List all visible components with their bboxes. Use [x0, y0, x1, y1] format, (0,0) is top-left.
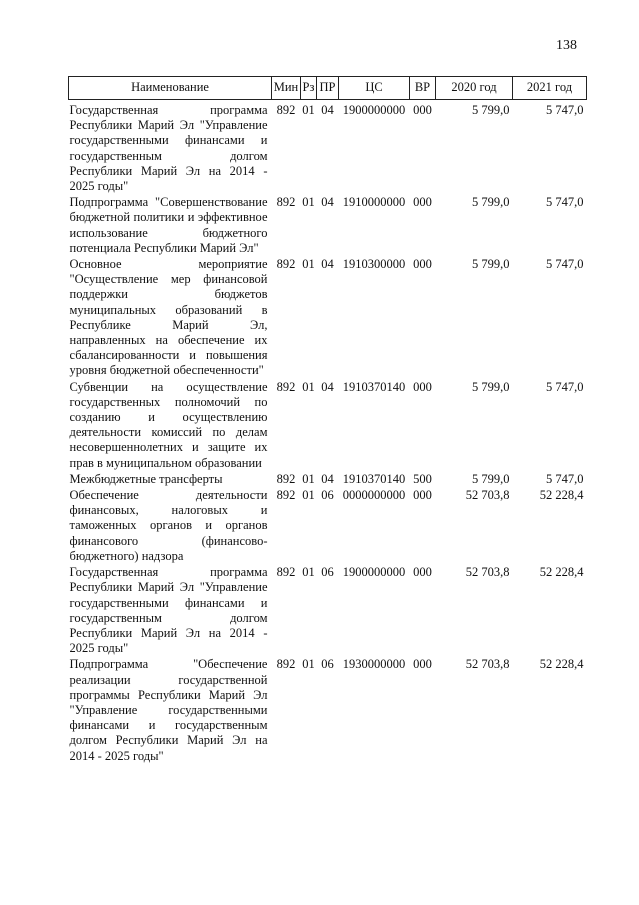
cell-y2021: 52 228,4 — [539, 488, 584, 503]
cell-name: Государственная программа Республики Марий Эл "Управление государственными финансами и государственным долгом Республики Марий Эл на 2014 - 2025 годы" — [69, 103, 268, 194]
cell-rz: 01 — [302, 657, 315, 672]
cell-min: 892 — [276, 195, 296, 210]
cell-pr: 06 — [321, 488, 334, 503]
cell-vr: 000 — [413, 657, 432, 672]
cell-pr: 04 — [321, 195, 334, 210]
header-rz: Рз — [301, 77, 317, 100]
cell-vr: 000 — [413, 379, 432, 394]
header-2021: 2021 год — [513, 77, 587, 100]
cell-name: Межбюджетные трансферты — [69, 471, 223, 486]
cell-min: 892 — [276, 565, 296, 580]
cell-y2021: 5 747,0 — [546, 195, 584, 210]
cell-rz: 01 — [302, 565, 315, 580]
table-row — [69, 257, 587, 380]
cell-rz: 01 — [302, 103, 315, 117]
table-row — [69, 657, 587, 764]
table-row — [69, 380, 587, 472]
cell-cs: 1900000000 — [342, 565, 406, 580]
table-row — [69, 565, 587, 657]
table-row — [69, 488, 587, 565]
cell-min: 892 — [276, 657, 296, 672]
cell-pr: 04 — [321, 257, 334, 272]
cell-name: Основное мероприятие "Осуществление мер финансовой поддержки бюджетов муниципальных образований в Республике Марий Эл, направленных на обеспечение их сбалансированности и повышения уровня бюджетной обеспеченности" — [69, 257, 268, 378]
cell-y2021: 5 747,0 — [546, 379, 584, 394]
cell-y2021: 52 228,4 — [539, 657, 584, 672]
cell-vr: 000 — [413, 195, 432, 210]
cell-name: Подпрограмма "Совершенствование бюджетной политики и эффективное использование бюджетного потенциала Республики Марий Эл" — [69, 195, 268, 255]
cell-rz: 01 — [302, 379, 315, 394]
cell-min: 892 — [276, 257, 296, 272]
header-2020: 2020 год — [436, 77, 513, 100]
cell-y2020: 52 703,8 — [465, 657, 510, 672]
table-body — [69, 100, 587, 765]
cell-vr: 000 — [413, 257, 432, 272]
budget-table — [68, 76, 587, 765]
cell-min: 892 — [276, 379, 296, 394]
cell-y2021: 5 747,0 — [546, 471, 584, 486]
cell-pr: 04 — [321, 379, 334, 394]
header-cs: ЦС — [339, 77, 410, 100]
header-min: Мин — [272, 77, 301, 100]
cell-vr: 000 — [413, 488, 432, 503]
cell-y2020: 5 799,0 — [472, 195, 510, 210]
cell-y2020: 5 799,0 — [472, 379, 510, 394]
cell-cs: 1910370140 — [342, 471, 406, 486]
header-pr: ПР — [317, 77, 339, 100]
header-row — [69, 77, 587, 100]
cell-y2021: 5 747,0 — [546, 257, 584, 272]
cell-y2021: 5 747,0 — [546, 103, 584, 117]
cell-rz: 01 — [302, 195, 315, 210]
cell-min: 892 — [276, 103, 296, 117]
header-name: Наименование — [69, 77, 272, 100]
cell-rz: 01 — [302, 257, 315, 272]
cell-y2020: 5 799,0 — [472, 257, 510, 272]
cell-cs: 1910300000 — [342, 257, 406, 272]
cell-y2020: 52 703,8 — [465, 565, 510, 580]
cell-name: Подпрограмма "Обеспечение реализации государственной программы Республики Марий Эл "Управление государственными финансами и государственным долгом Республики Марий Эл на 2014 - 2025 годы" — [69, 657, 268, 763]
cell-cs: 1910370140 — [342, 379, 406, 394]
table-row — [69, 472, 587, 488]
cell-pr: 06 — [321, 657, 334, 672]
cell-vr: 500 — [413, 471, 432, 486]
page-number: 138 — [556, 38, 577, 53]
cell-name: Государственная программа Республики Марий Эл "Управление государственными финансами и государственным долгом Республики Марий Эл на 2014 - 2025 годы" — [69, 565, 268, 656]
cell-pr: 04 — [321, 471, 334, 486]
header-vr: ВР — [410, 77, 436, 100]
cell-pr: 04 — [321, 103, 334, 117]
cell-cs: 1930000000 — [342, 657, 406, 672]
cell-y2020: 5 799,0 — [472, 103, 510, 117]
cell-cs: 1910000000 — [342, 195, 406, 210]
cell-cs: 1900000000 — [342, 103, 406, 117]
table-row — [69, 195, 587, 257]
cell-y2020: 52 703,8 — [465, 488, 510, 503]
cell-min: 892 — [276, 488, 296, 503]
cell-vr: 000 — [413, 103, 432, 117]
cell-min: 892 — [276, 471, 296, 486]
cell-pr: 06 — [321, 565, 334, 580]
cell-cs: 0000000000 — [342, 488, 406, 503]
cell-rz: 01 — [302, 471, 315, 486]
cell-vr: 000 — [413, 565, 432, 580]
cell-name: Обеспечение деятельности финансовых, налоговых и таможенных органов и органов финансового (финансово-бюджетного) надзора — [69, 488, 268, 563]
cell-y2020: 5 799,0 — [472, 471, 510, 486]
cell-y2021: 52 228,4 — [539, 565, 584, 580]
table-row — [69, 100, 587, 196]
cell-rz: 01 — [302, 488, 315, 503]
cell-name: Субвенции на осуществление государственных полномочий по созданию и осуществлению деятельности комиссий по делам несовершеннолетних и защите их прав в муниципальном образовании — [69, 379, 268, 470]
